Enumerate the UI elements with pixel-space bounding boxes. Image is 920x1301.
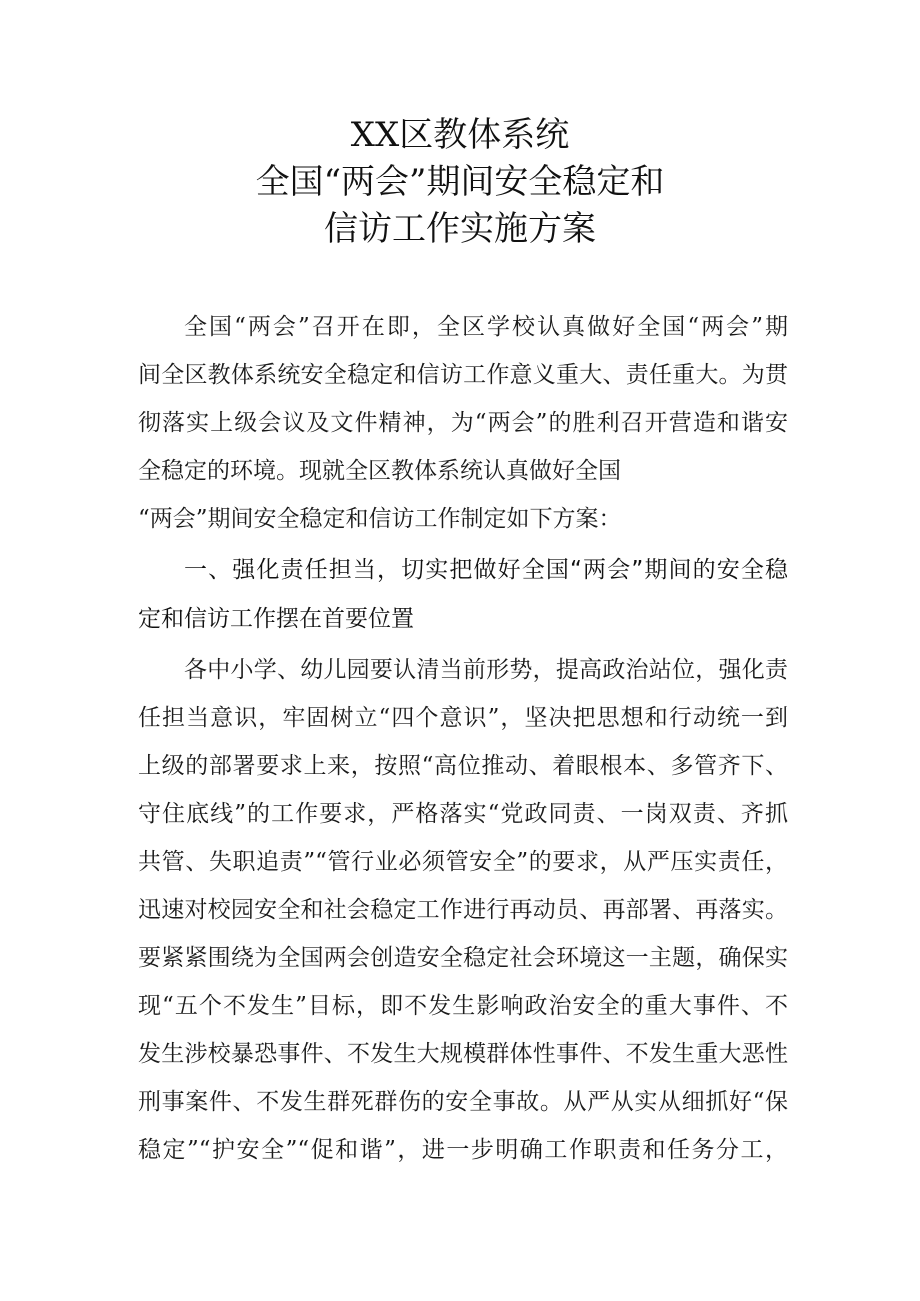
section-body-line: 发生涉校暴恐事件、不发生大规模群体性事件、不发生重大恶性 (138, 1041, 788, 1067)
intro-paragraph-line: 间全区教体系统安全稳定和信访工作意义重大、责任重大。为贯 (138, 362, 788, 388)
section-body-line: 迅速对校园安全和社会稳定工作进行再动员、再部署、再落实。 (138, 897, 788, 923)
section-body-line: 刑事案件、不发生群死群伤的安全事故。从严从实从细抓好“保 (138, 1089, 788, 1115)
intro-paragraph-line: 彻落实上级会议及文件精神，为“两会”的胜利召开营造和谐安 (138, 410, 788, 436)
document-title-line-1: XX区教体系统 (350, 115, 570, 155)
intro-paragraph-line: 全国“两会”召开在即，全区学校认真做好全国“两会”期 (184, 314, 788, 340)
section-body-line: 现“五个不发生”目标，即不发生影响政治安全的重大事件、不 (138, 993, 788, 1019)
section-body-line: 守住底线”的工作要求，严格落实“党政同责、一岗双责、齐抓 (138, 801, 788, 827)
document-title-line-2: 全国“两会”期间安全稳定和 (255, 162, 665, 202)
intro-paragraph-line: 全稳定的环境。现就全区教体系统认真做好全国 (138, 458, 621, 484)
document-title-line-3: 信访工作实施方案 (324, 209, 596, 249)
intro-paragraph-line: “两会”期间安全稳定和信访工作制定如下方案： (138, 506, 622, 532)
section-heading-line: 定和信访工作摆在首要位置 (138, 606, 414, 632)
section-body-line: 要紧紧围绕为全国两会创造安全稳定社会环境这一主题，确保实 (138, 945, 788, 971)
section-body-line: 各中小学、幼儿园要认清当前形势，提高政治站位，强化责 (184, 657, 788, 683)
section-body-line: 共管、失职追责”“管行业必须管安全”的要求，从严压实责任， (138, 849, 788, 875)
section-body-line: 任担当意识，牢固树立“四个意识”，坚决把思想和行动统一到 (138, 705, 788, 731)
section-body-line: 稳定”“护安全”“促和谐”，进一步明确工作职责和任务分工， (138, 1137, 788, 1163)
section-heading-line: 一、强化责任担当，切实把做好全国“两会”期间的安全稳 (184, 557, 788, 583)
section-body-line: 上级的部署要求上来，按照“高位推动、着眼根本、多管齐下、 (138, 753, 788, 779)
